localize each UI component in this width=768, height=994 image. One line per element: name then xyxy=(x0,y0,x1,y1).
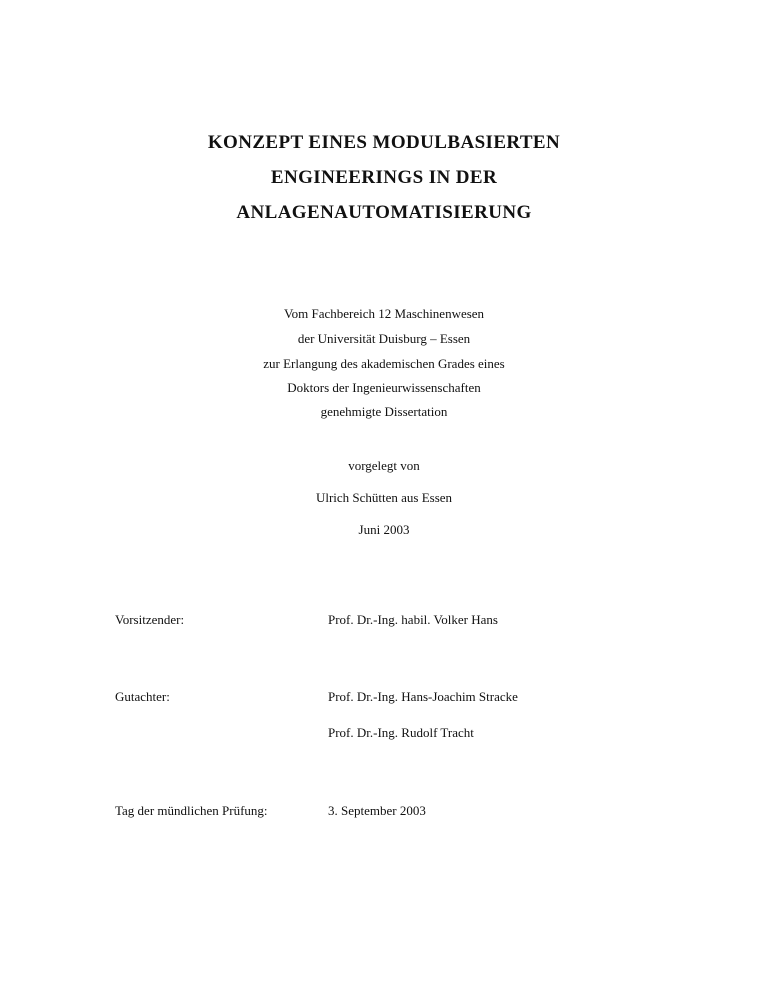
approval-line: genehmigte Dissertation xyxy=(320,404,448,419)
faculty-line: Vom Fachbereich 12 Maschinenwesen xyxy=(283,306,485,321)
presented-by: vorgelegt von xyxy=(348,458,420,473)
chair-value: Prof. Dr.-Ing. habil. Volker Hans xyxy=(328,612,498,627)
author: Ulrich Schütten aus Essen xyxy=(315,490,453,505)
reviewer-1: Prof. Dr.-Ing. Hans-Joachim Stracke xyxy=(328,689,518,704)
reviewer-2: Prof. Dr.-Ing. Rudolf Tracht xyxy=(328,725,474,740)
exam-date: 3. September 2003 xyxy=(328,803,426,818)
title-line-1: KONZEPT EINES MODULBASIERTEN xyxy=(207,132,561,153)
exam-label: Tag der mündlichen Prüfung: xyxy=(115,803,268,818)
reviewers-label: Gutachter: xyxy=(115,689,170,704)
degree-line: zur Erlangung des akademischen Grades eines xyxy=(263,356,505,371)
university-line: der Universität Duisburg – Essen xyxy=(297,331,471,346)
doctorate-line: Doktors der Ingenieurwissenschaften xyxy=(287,380,481,395)
chair-label: Vorsitzender: xyxy=(115,612,185,627)
submission-date: Juni 2003 xyxy=(358,522,410,537)
thesis-title xyxy=(0,128,768,233)
title-line-2: ENGINEERINGS IN DER xyxy=(270,167,498,188)
title-line-3: ANLAGENAUTOMATISIERUNG xyxy=(236,202,532,223)
